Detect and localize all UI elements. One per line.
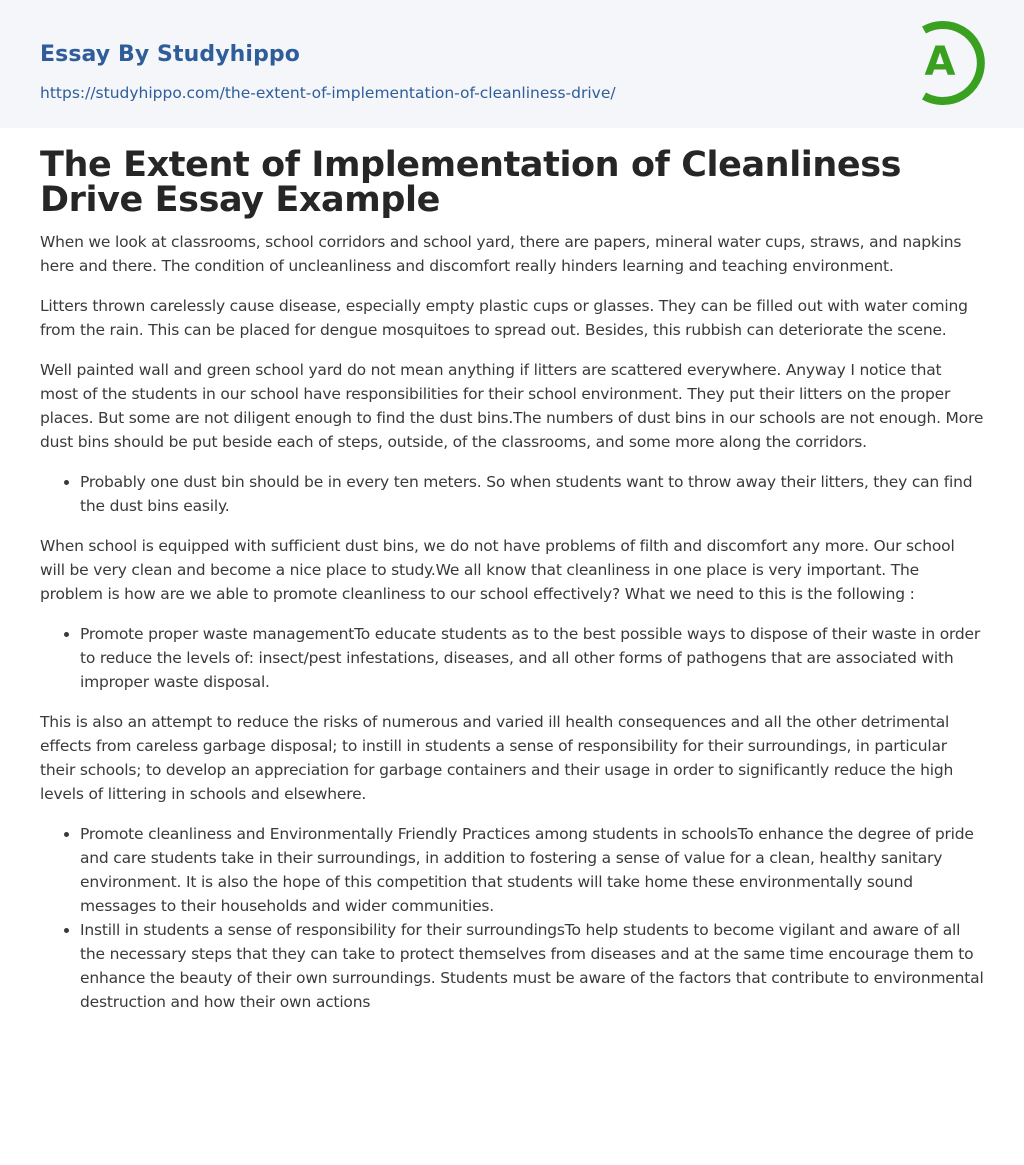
list-item: • Promote cleanliness and Environmentally Friendly Practices among students in schoolsTo enhance the degree of pride and care students take in their surroundings, in addition to fostering a sense of value for a clean, healthy sanitary environment. It is also the hope of this competition that students will take home these environmentally sound messages to their households and wider communities.	[80, 822, 984, 918]
paragraph-4: When school is equipped with sufficient dust bins, we do not have problems of filth and discomfort any more. Our school will be very clean and become a nice place to study.We all know that cleanliness in one place is very important. The problem is how are we able to promote cleanliness to our school effectively? What we need to this is the following :	[40, 537, 955, 603]
paragraph-2: Litters thrown carelessly cause disease, especially empty plastic cups or glasses. They can be filled out with water coming from the rain. This can be placed for dengue mosquitoes to spread out. Besides, this rubbish can deteriorate the scene.	[40, 297, 968, 339]
studyhippo-logo-icon[interactable]	[910, 18, 990, 108]
source-url-link[interactable]: https://studyhippo.com/the-extent-of-implementation-of-cleanliness-drive/	[40, 84, 616, 102]
list-item: • Instill in students a sense of responsibility for their surroundingsTo help students to become vigilant and aware of all the necessary steps that they can take to protect themselves from diseases and at the same time encourage them to enhance the beauty of their own surroundings. Students must be aware of the factors that contribute to environmental destruction and how their own actions	[80, 918, 984, 1014]
paragraph-5: This is also an attempt to reduce the risks of numerous and varied ill health consequences and all the other detrimental effects from careless garbage disposal; to instill in students a sense of responsibility for their surroundings, in particular their schools; to develop an appreciation for garbage containers and their usage in order to significantly reduce the high levels of littering in schools and elsewhere.	[40, 713, 954, 803]
article-body	[40, 145, 984, 1030]
list-item: • Promote proper waste managementTo educate students as to the best possible ways to dispose of their waste in order to reduce the levels of: insect/pest infestations, diseases, and all other forms of pathogens that are associated with improper waste disposal.	[80, 622, 984, 694]
bullet-list-2	[40, 622, 984, 694]
bullet-list-1	[40, 470, 984, 518]
paragraph-3: Well painted wall and green school yard do not mean anything if litters are scattered everywhere. Anyway I notice that most of the students in our school have responsibilities for their school environment. They put their litters on the proper places. But some are not diligent enough to find the dust bins.The numbers of dust bins in our schools are not enough. More dust bins should be put beside each of steps, outside, of the classrooms, and some more along the corridors.	[40, 361, 984, 451]
brand-title[interactable]: Essay By Studyhippo	[40, 42, 300, 67]
bullet-list-3	[40, 822, 984, 1014]
list-item: • Probably one dust bin should be in every ten meters. So when students want to throw away their litters, they can find the dust bins easily.	[80, 470, 984, 518]
site-header	[0, 0, 1024, 128]
logo-letter: A	[924, 39, 956, 85]
page-title: The Extent of Implementation of Cleanliness Drive Essay Example	[40, 145, 902, 220]
paragraph-1: When we look at classrooms, school corridors and school yard, there are papers, mineral water cups, straws, and napkins here and there. The condition of uncleanliness and discomfort really hinders learning and teaching environment.	[40, 233, 962, 275]
